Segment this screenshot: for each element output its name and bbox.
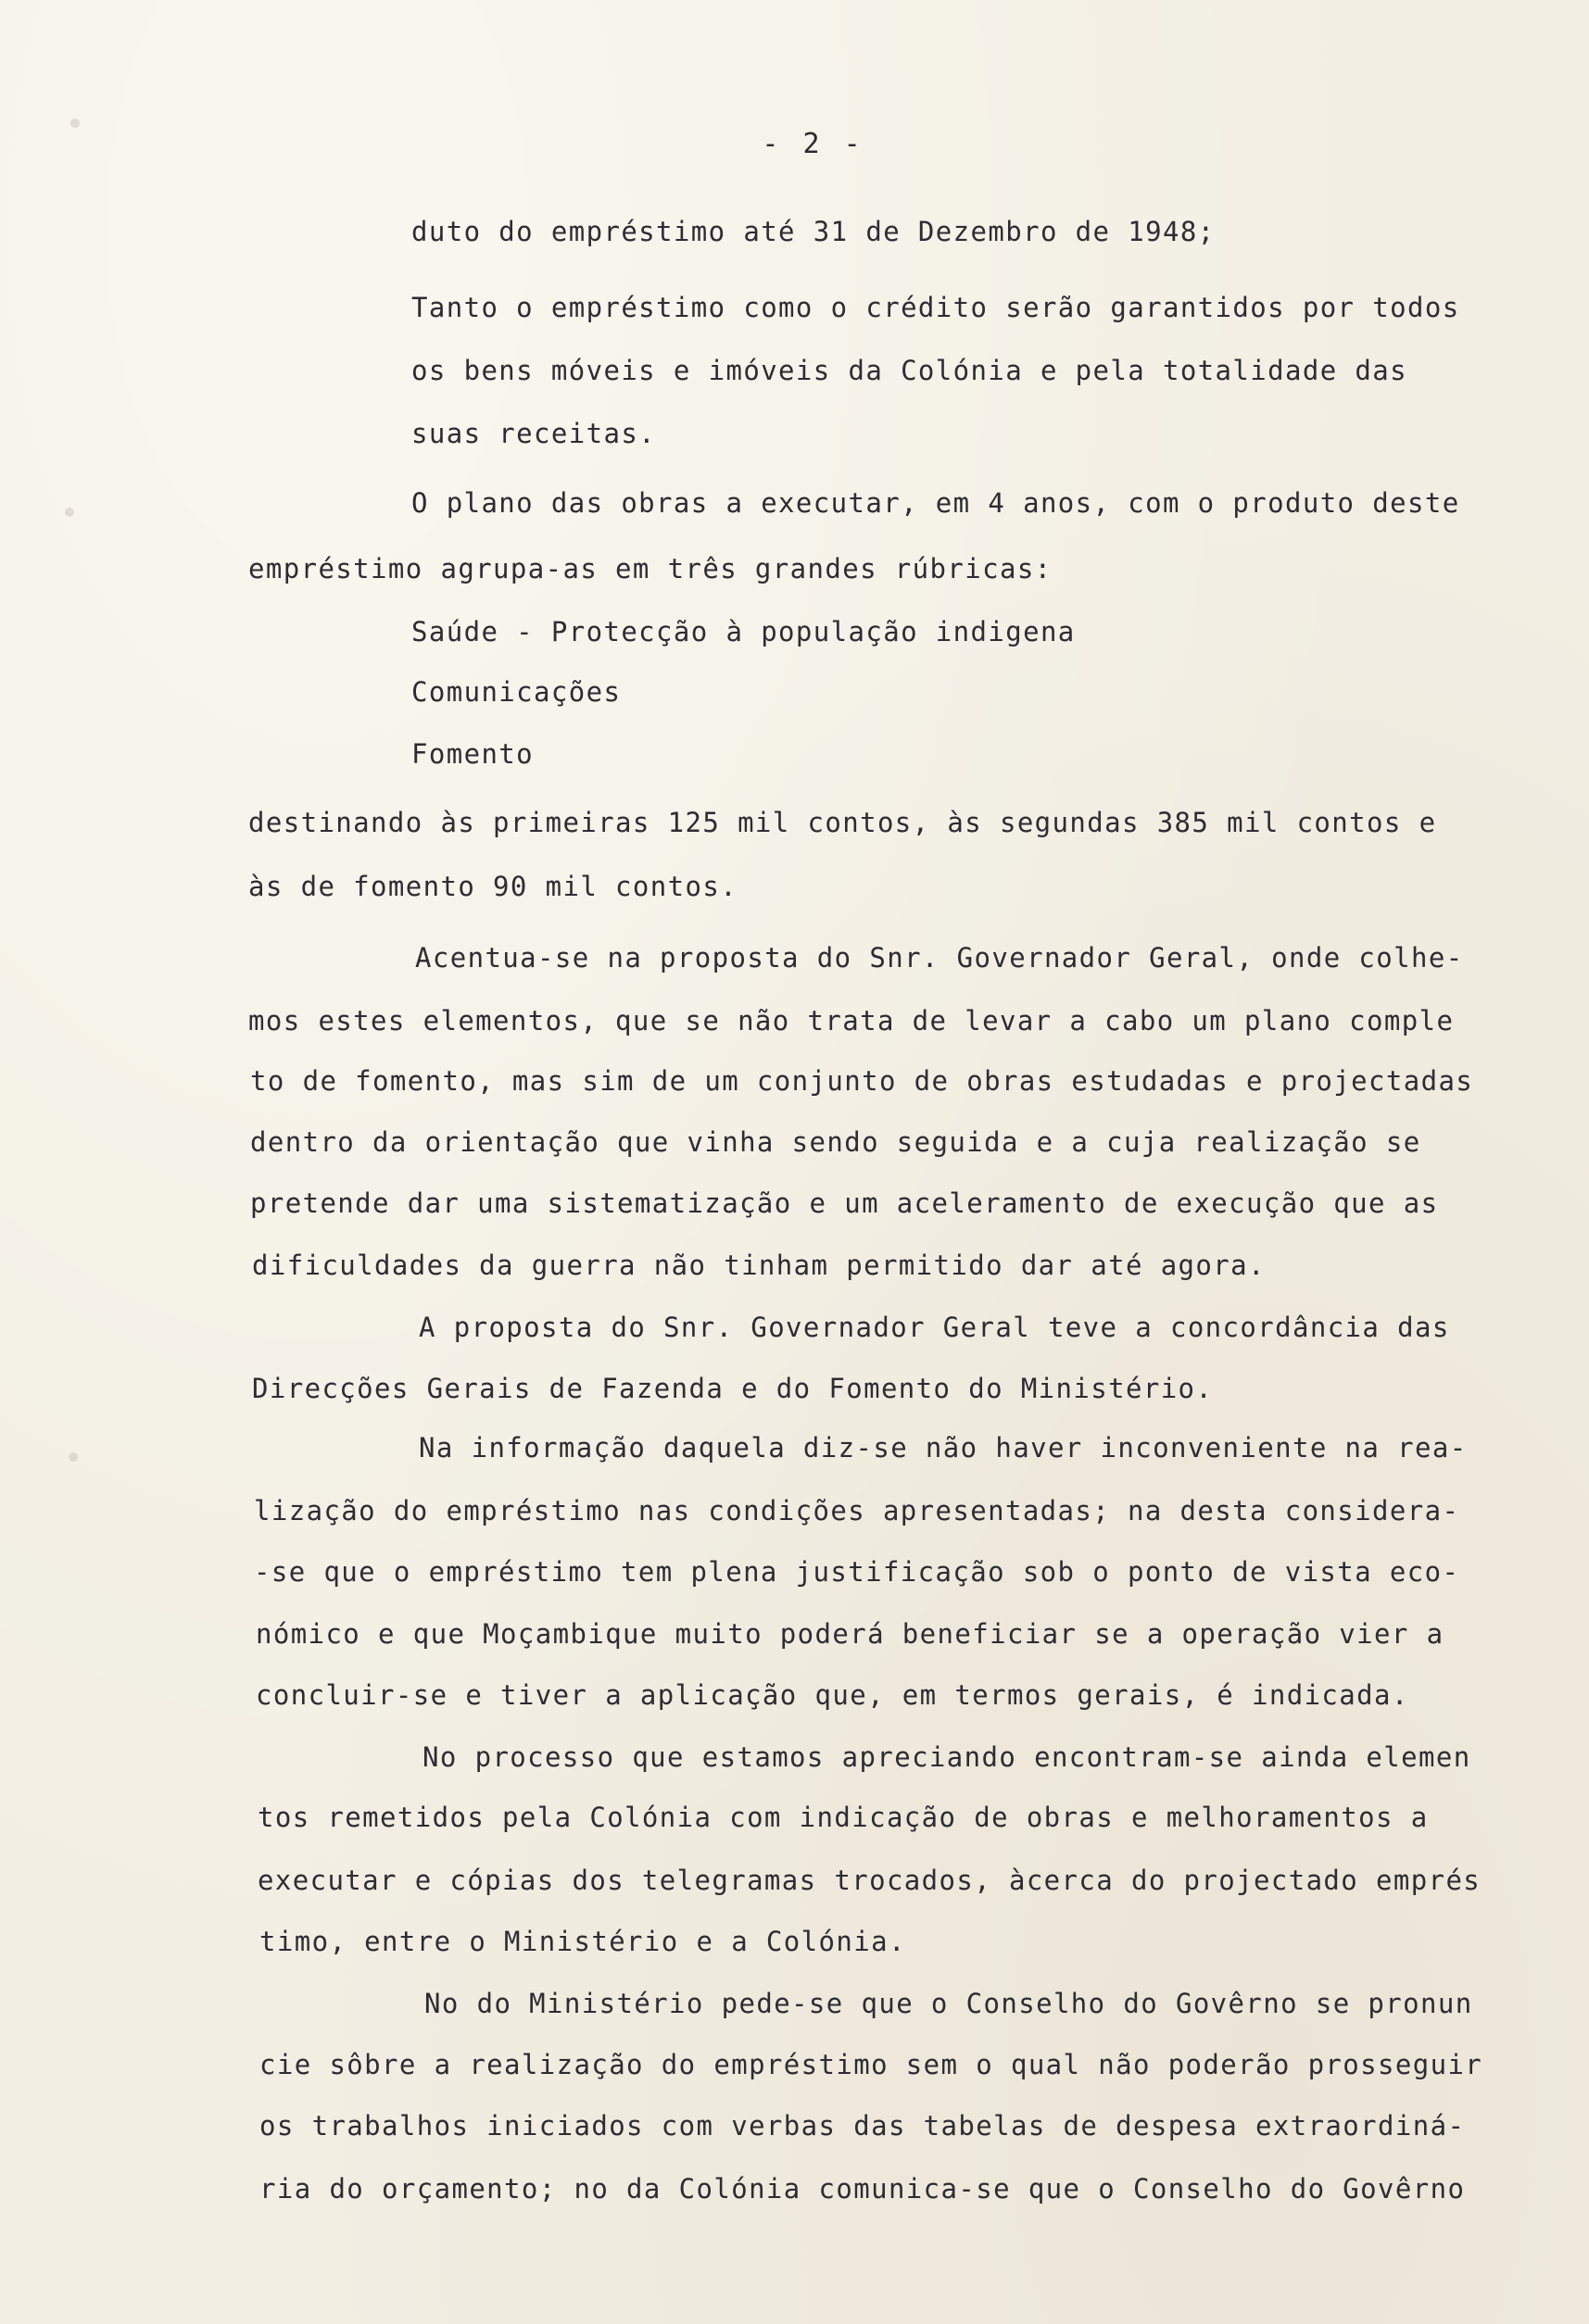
text-line: pretende dar uma sistematização e um aceleramento de execução que as bbox=[250, 1187, 1439, 1219]
text-line: às de fomento 90 mil contos. bbox=[248, 871, 738, 902]
text-line: empréstimo agrupa-as em três grandes rúbricas: bbox=[248, 553, 1053, 584]
text-line: os trabalhos iniciados com verbas das tabelas de despesa extraordiná- bbox=[259, 2110, 1466, 2142]
text-line: No do Ministério pede-se que o Conselho do Govêrno se pronun bbox=[424, 1988, 1473, 2019]
text-line: tos remetidos pela Colónia com indicação de obras e melhoramentos a bbox=[258, 1802, 1429, 1833]
text-line: dificuldades da guerra não tinham permitido dar até agora. bbox=[252, 1250, 1266, 1281]
text-line: Direcções Gerais de Fazenda e do Fomento do Ministério. bbox=[252, 1373, 1214, 1404]
text-line: dentro da orientação que vinha sendo seguida e a cuja realização se bbox=[250, 1126, 1421, 1158]
text-line: os bens móveis e imóveis da Colónia e pela totalidade das bbox=[411, 355, 1407, 386]
text-line: ria do orçamento; no da Colónia comunica-se que o Conselho do Govêrno bbox=[259, 2173, 1466, 2205]
page-number: - 2 - bbox=[762, 128, 864, 160]
text-line: timo, entre o Ministério e a Colónia. bbox=[259, 1926, 906, 1957]
text-line: nómico e que Moçambique muito poderá beneficiar se a operação vier a bbox=[256, 1618, 1444, 1650]
text-line: concluir-se e tiver a aplicação que, em termos gerais, é indicada. bbox=[256, 1679, 1409, 1711]
text-line: Fomento bbox=[411, 738, 535, 770]
text-line: destinando às primeiras 125 mil contos, às segundas 385 mil contos e bbox=[248, 807, 1437, 838]
paper-mark bbox=[70, 119, 80, 128]
text-line: Acentua-se na proposta do Snr. Governador Geral, onde colhe- bbox=[415, 942, 1464, 974]
text-line: cie sôbre a realização do empréstimo sem o qual não poderão prosseguir bbox=[259, 2049, 1483, 2080]
text-line: lização do empréstimo nas condições apresentadas; na desta considera- bbox=[254, 1495, 1460, 1526]
text-line: Tanto o empréstimo como o crédito serão garantidos por todos bbox=[411, 292, 1460, 323]
text-line: Comunicações bbox=[411, 676, 622, 708]
text-line: O plano das obras a executar, em 4 anos, com o produto deste bbox=[411, 487, 1460, 519]
text-line: executar e cópias dos telegramas trocados, àcerca do projectado emprés bbox=[258, 1865, 1482, 1896]
text-line: -se que o empréstimo tem plena justificação sob o ponto de vista eco- bbox=[254, 1556, 1460, 1588]
text-line: suas receitas. bbox=[411, 418, 657, 449]
text-line: duto do empréstimo até 31 de Dezembro de 1948; bbox=[411, 216, 1216, 247]
text-line: Saúde - Protecção à população indigena bbox=[411, 616, 1076, 647]
text-line: A proposta do Snr. Governador Geral teve a concordância das bbox=[419, 1312, 1450, 1343]
text-line: to de fomento, mas sim de um conjunto de obras estudadas e projectadas bbox=[250, 1065, 1474, 1097]
text-line: mos estes elementos, que se não trata de levar a cabo um plano comple bbox=[248, 1005, 1455, 1036]
paper-mark bbox=[65, 508, 74, 517]
paper-mark bbox=[69, 1452, 78, 1462]
text-line: No processo que estamos apreciando encontram-se ainda elemen bbox=[422, 1741, 1471, 1773]
text-line: Na informação daquela diz-se não haver inconveniente na rea- bbox=[419, 1432, 1468, 1463]
